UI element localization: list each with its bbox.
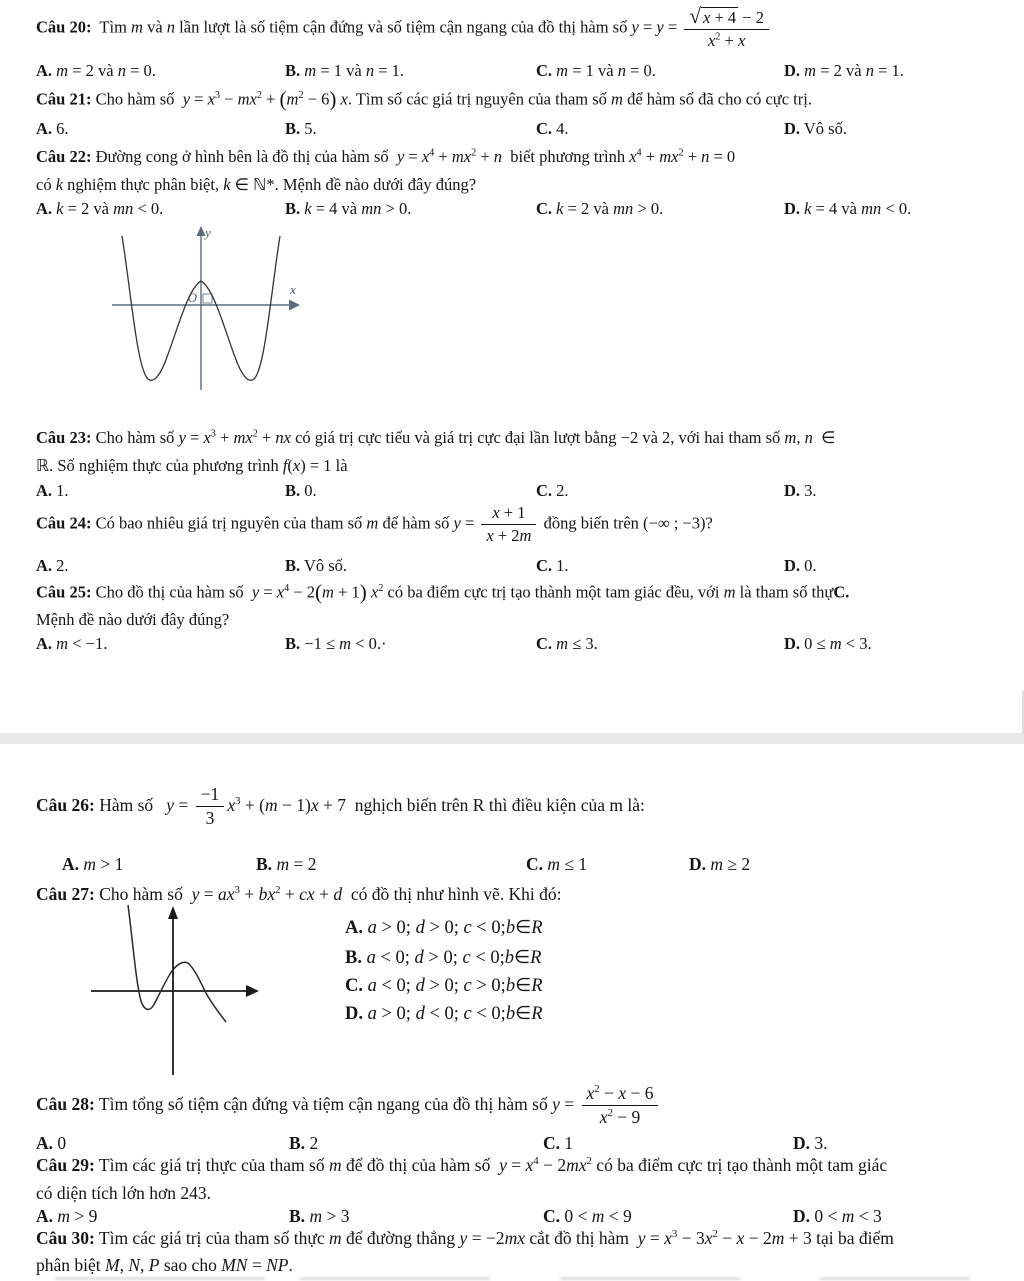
q28-option-b: B. 2 [289,1133,319,1153]
q26-option-a: A. m > 1 [62,854,124,874]
q22-x-axis-label: x [290,282,296,297]
q27-graph [85,903,270,1078]
q26-option-d: D. m ≥ 2 [689,854,751,874]
question-25-stem-line1: Câu 25: Cho đồ thị của hàm số $y = x^4 - 2(m + 1)$ $x^2$ có ba điểm cực trị tạo thành một tam giác đều, với m là tham số thựC. [36,580,850,604]
q27-option-d: D. a > 0; d < 0; c < 0;b∈R [345,1004,543,1024]
q27-x-axis-arrow [246,985,259,997]
q28-option-d: D. 3. [793,1133,828,1153]
q24-option-b: B. Vô số. [285,556,348,575]
q22-x-axis-arrow [289,300,300,311]
question-24-options [36,556,1021,577]
q23-option-c: C. 2. [536,481,569,500]
q20-option-a: A. m = 2 và n = 0. [36,61,156,80]
q22-y-axis-label: y [205,225,211,240]
q25-option-d: D. 0 ≤ m < 3. [784,634,872,653]
q22-figure [100,224,315,396]
cutoff-text-fragment [300,1277,490,1280]
q29-option-a: A. m > 9 [36,1206,98,1226]
question-23-options [36,481,1021,502]
question-24-stem: Câu 24: Có bao nhiêu giá trị nguyên của tham số m để hàm số y = $\frac{x + 1}{x + 2m}$ đồng biến trên (−∞ ; −3)? [36,503,713,546]
q27-curve [128,905,226,1022]
q21-option-d: D. Vô số. [784,119,847,138]
q23-option-d: D. 3. [784,481,817,500]
question-29-stem-line2: có diện tích lớn hơn 243. [36,1183,212,1203]
cutoff-text-fragment [560,1277,740,1280]
question-27-stem: Câu 27: Cho hàm số $y = ax^3 + bx^2$ + cx + d có đồ thị như hình vẽ. Khi đó: [36,884,562,904]
q20-option-c: C. m = 1 và n = 0. [536,61,656,80]
q23-option-a: A. 1. [36,481,69,500]
question-22-stem-line1: Câu 22: Đường cong ở hình bên là đồ thị của hàm số $y = x^4 + mx^2 + n$ biết phương trình $x^4 + mx^2 + n = 0$ [36,147,736,166]
question-28-options [36,1133,1021,1155]
question-25-options [36,634,1021,655]
question-30-stem-line2: phân biệt M, N, P sao cho MN = NP. [36,1255,293,1275]
q24-option-c: C. 1. [536,556,569,575]
q28-option-a: A. 0 [36,1133,67,1153]
q24-option-a: A. 2. [36,556,69,575]
q27-y-axis-arrow [168,906,178,919]
cutoff-text-fragment [820,1277,970,1280]
question-28-stem: Câu 28: Tìm tổng số tiệm cận đứng và tiệm cận ngang của đồ thị hàm số y = $\frac{x^2 - x - 6}{x^2 - 9}$ [36,1083,661,1129]
question-20-stem: Câu 20: Tìm m và n lần lượt là số tiệm cận đứng và số tiệm cận ngang của đồ thị hàm số y = y = $\frac{√ x + 4 - 2}{x^2 + x}$ [36,6,772,51]
q25-option-b: B. −1 ≤ m < 0.· [285,634,387,653]
q22-option-c: C. k = 2 và mn > 0. [536,199,664,218]
question-22-stem-line2: có k nghiệm thực phân biệt, k ∈ ℕ*. Mệnh đề nào dưới đây đúng? [36,175,477,194]
question-23-stem-line2: ℝ. Số nghiệm thực của phương trình f(x) = 1 là [36,456,348,475]
q27-figure [85,903,270,1078]
q25-option-a: A. m < −1. [36,634,108,653]
question-29-options [36,1206,1021,1228]
q29-option-d: D. 0 < m < 3 [793,1206,882,1226]
q27-option-a: A. a > 0; d > 0; c < 0;b∈R [345,918,543,938]
q26-option-b: B. m = 2 [256,854,317,874]
question-21-stem: Câu 21: Cho hàm số $y = x^3 - mx^2 + (m^2 - 6)$ x. Tìm số các giá trị nguyên của tham số m để hàm số đã cho có cực trị. [36,87,812,111]
q22-origin-label: O [187,290,197,305]
q21-option-b: B. 5. [285,119,317,138]
question-26-stem: Câu 26: Hàm số y = $\frac{-1}{3}$ $x^3 + (m - 1)x + 7$ nghịch biến trên R thì điều kiện của m là: [36,784,645,829]
question-23-stem-line1: Câu 23: Cho hàm số $y = x^3 + mx^2$ + nx có giá trị cực tiểu và giá trị cực đại lần lượt bằng −2 và 2, với hai tham số m, n ∈ [36,428,836,447]
cutoff-text-fragment [55,1277,265,1280]
q29-option-c: C. 0 < m < 9 [543,1206,632,1226]
q20-option-d: D. m = 2 và n = 1. [784,61,904,80]
question-21-options [36,119,1021,140]
q28-option-c: C. 1 [543,1133,574,1153]
q29-option-b: B. m > 3 [289,1206,350,1226]
q22-graph [100,224,315,396]
q23-option-b: B. 0. [285,481,317,500]
question-29-stem-line1: Câu 29: Tìm các giá trị thực của tham số m để đồ thị của hàm số $y = x^4 - 2mx^2$ có ba điểm cực trị tạo thành một tam giác [36,1155,888,1175]
q27-option-c: C. a < 0; d > 0; c > 0;b∈R [345,976,543,996]
question-25-stem-line2: Mệnh đề nào dưới đây đúng? [36,610,230,629]
q21-option-c: C. 4. [536,119,569,138]
question-20-options [36,61,1021,82]
q22-option-b: B. k = 4 và mn > 0. [285,199,412,218]
q21-option-a: A. 6. [36,119,69,138]
question-26-options [62,854,1012,876]
q25-option-c: C. m ≤ 3. [536,634,598,653]
question-30-stem-line1: Câu 30: Tìm các giá trị của tham số thực m để đường thẳng y = −2mx cắt đồ thị hàm $y = x^3 - 3x^2 - x - 2m + 3$ tại ba điểm [36,1228,894,1248]
q20-option-b: B. m = 1 và n = 1. [285,61,405,80]
q24-option-d: D. 0. [784,556,817,575]
q22-option-a: A. k = 2 và mn < 0. [36,199,164,218]
q26-option-c: C. m ≤ 1 [526,854,588,874]
q22-right-angle-mark [203,294,212,303]
q22-option-d: D. k = 4 và mn < 0. [784,199,912,218]
page-break-band [0,733,1024,744]
q27-option-b: B. a < 0; d > 0; c < 0;b∈R [345,948,542,968]
question-22-options [36,199,1021,220]
